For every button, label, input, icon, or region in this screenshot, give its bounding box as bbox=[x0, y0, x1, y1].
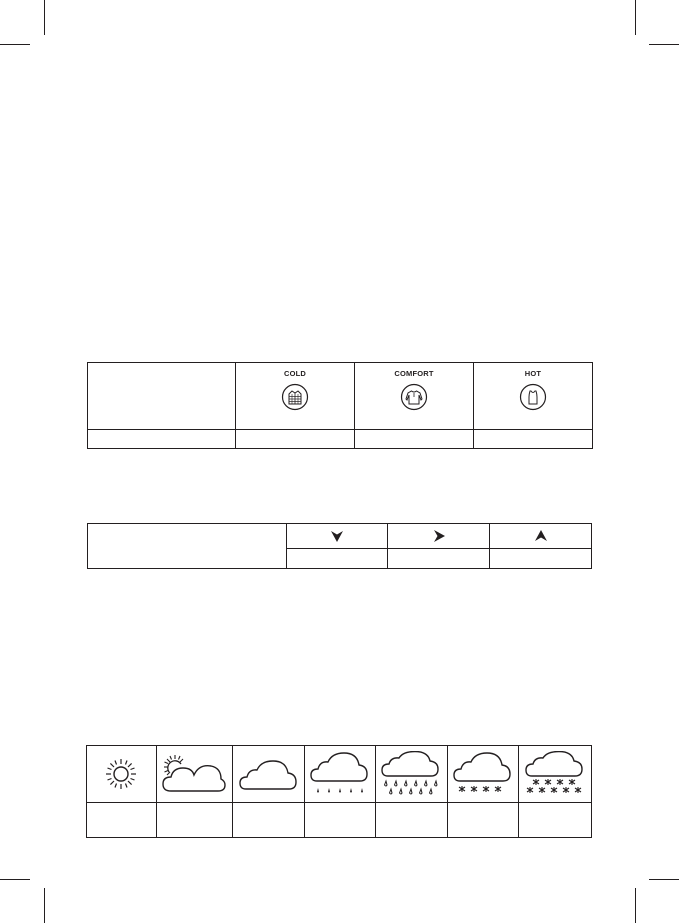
light-rain-icon bbox=[309, 751, 371, 797]
trend-empty-cell bbox=[388, 549, 490, 569]
comfort-empty-cell bbox=[474, 430, 593, 449]
forecast-partly-cloudy-cell bbox=[156, 746, 233, 803]
crop-mark bbox=[649, 879, 679, 880]
crop-mark bbox=[649, 44, 679, 45]
crop-mark bbox=[44, 0, 45, 35]
forecast-empty-cell bbox=[304, 803, 376, 838]
trend-right-cell bbox=[388, 524, 490, 549]
trend-up-cell bbox=[490, 524, 592, 549]
trend-blank-cell bbox=[88, 524, 287, 569]
forecast-empty-cell bbox=[447, 803, 519, 838]
trend-empty-cell bbox=[286, 549, 388, 569]
trend-down-cell bbox=[286, 524, 388, 549]
forecast-empty-cell bbox=[233, 803, 305, 838]
cold-label: COLD bbox=[283, 369, 307, 378]
forecast-heavy-snow-cell bbox=[519, 746, 592, 803]
forecast-empty-cell bbox=[87, 803, 157, 838]
forecast-empty-cell bbox=[376, 803, 448, 838]
trend-table bbox=[87, 523, 592, 569]
comfort-table bbox=[87, 362, 593, 449]
hot-label: HOT bbox=[524, 369, 542, 378]
crop-mark bbox=[44, 888, 45, 923]
arrow-up-icon bbox=[534, 529, 548, 543]
comfort-empty-cell bbox=[355, 430, 474, 449]
forecast-cloud-cell bbox=[233, 746, 305, 803]
comfort-hot-cell bbox=[474, 363, 593, 430]
comfort-cold-cell bbox=[236, 363, 355, 430]
jacket-icon bbox=[281, 383, 309, 411]
crop-mark bbox=[635, 888, 636, 923]
forecast-table bbox=[86, 745, 592, 838]
crop-mark bbox=[0, 879, 30, 880]
sun-icon bbox=[103, 756, 139, 792]
forecast-empty-cell bbox=[156, 803, 233, 838]
trend-empty-cell bbox=[490, 549, 592, 569]
forecast-empty-cell bbox=[519, 803, 592, 838]
cloud-icon bbox=[238, 756, 298, 792]
arrow-right-icon bbox=[432, 529, 446, 543]
forecast-light-snow-cell bbox=[447, 746, 519, 803]
crop-mark bbox=[635, 0, 636, 35]
heavy-snow-icon bbox=[524, 751, 586, 797]
tank-top-icon bbox=[519, 383, 547, 411]
heavy-rain-icon bbox=[380, 751, 442, 797]
comfort-empty-cell bbox=[236, 430, 355, 449]
light-snow-icon bbox=[452, 751, 514, 797]
partly-cloudy-icon bbox=[161, 753, 227, 795]
comfort-label: COMFORT bbox=[394, 369, 434, 378]
sweater-icon bbox=[400, 383, 428, 411]
forecast-heavy-rain-cell bbox=[376, 746, 448, 803]
comfort-blank-cell bbox=[88, 363, 236, 430]
comfort-empty-cell bbox=[88, 430, 236, 449]
arrow-down-icon bbox=[330, 529, 344, 543]
crop-mark bbox=[0, 44, 30, 45]
comfort-comfort-cell bbox=[355, 363, 474, 430]
forecast-sun-cell bbox=[87, 746, 157, 803]
forecast-light-rain-cell bbox=[304, 746, 376, 803]
